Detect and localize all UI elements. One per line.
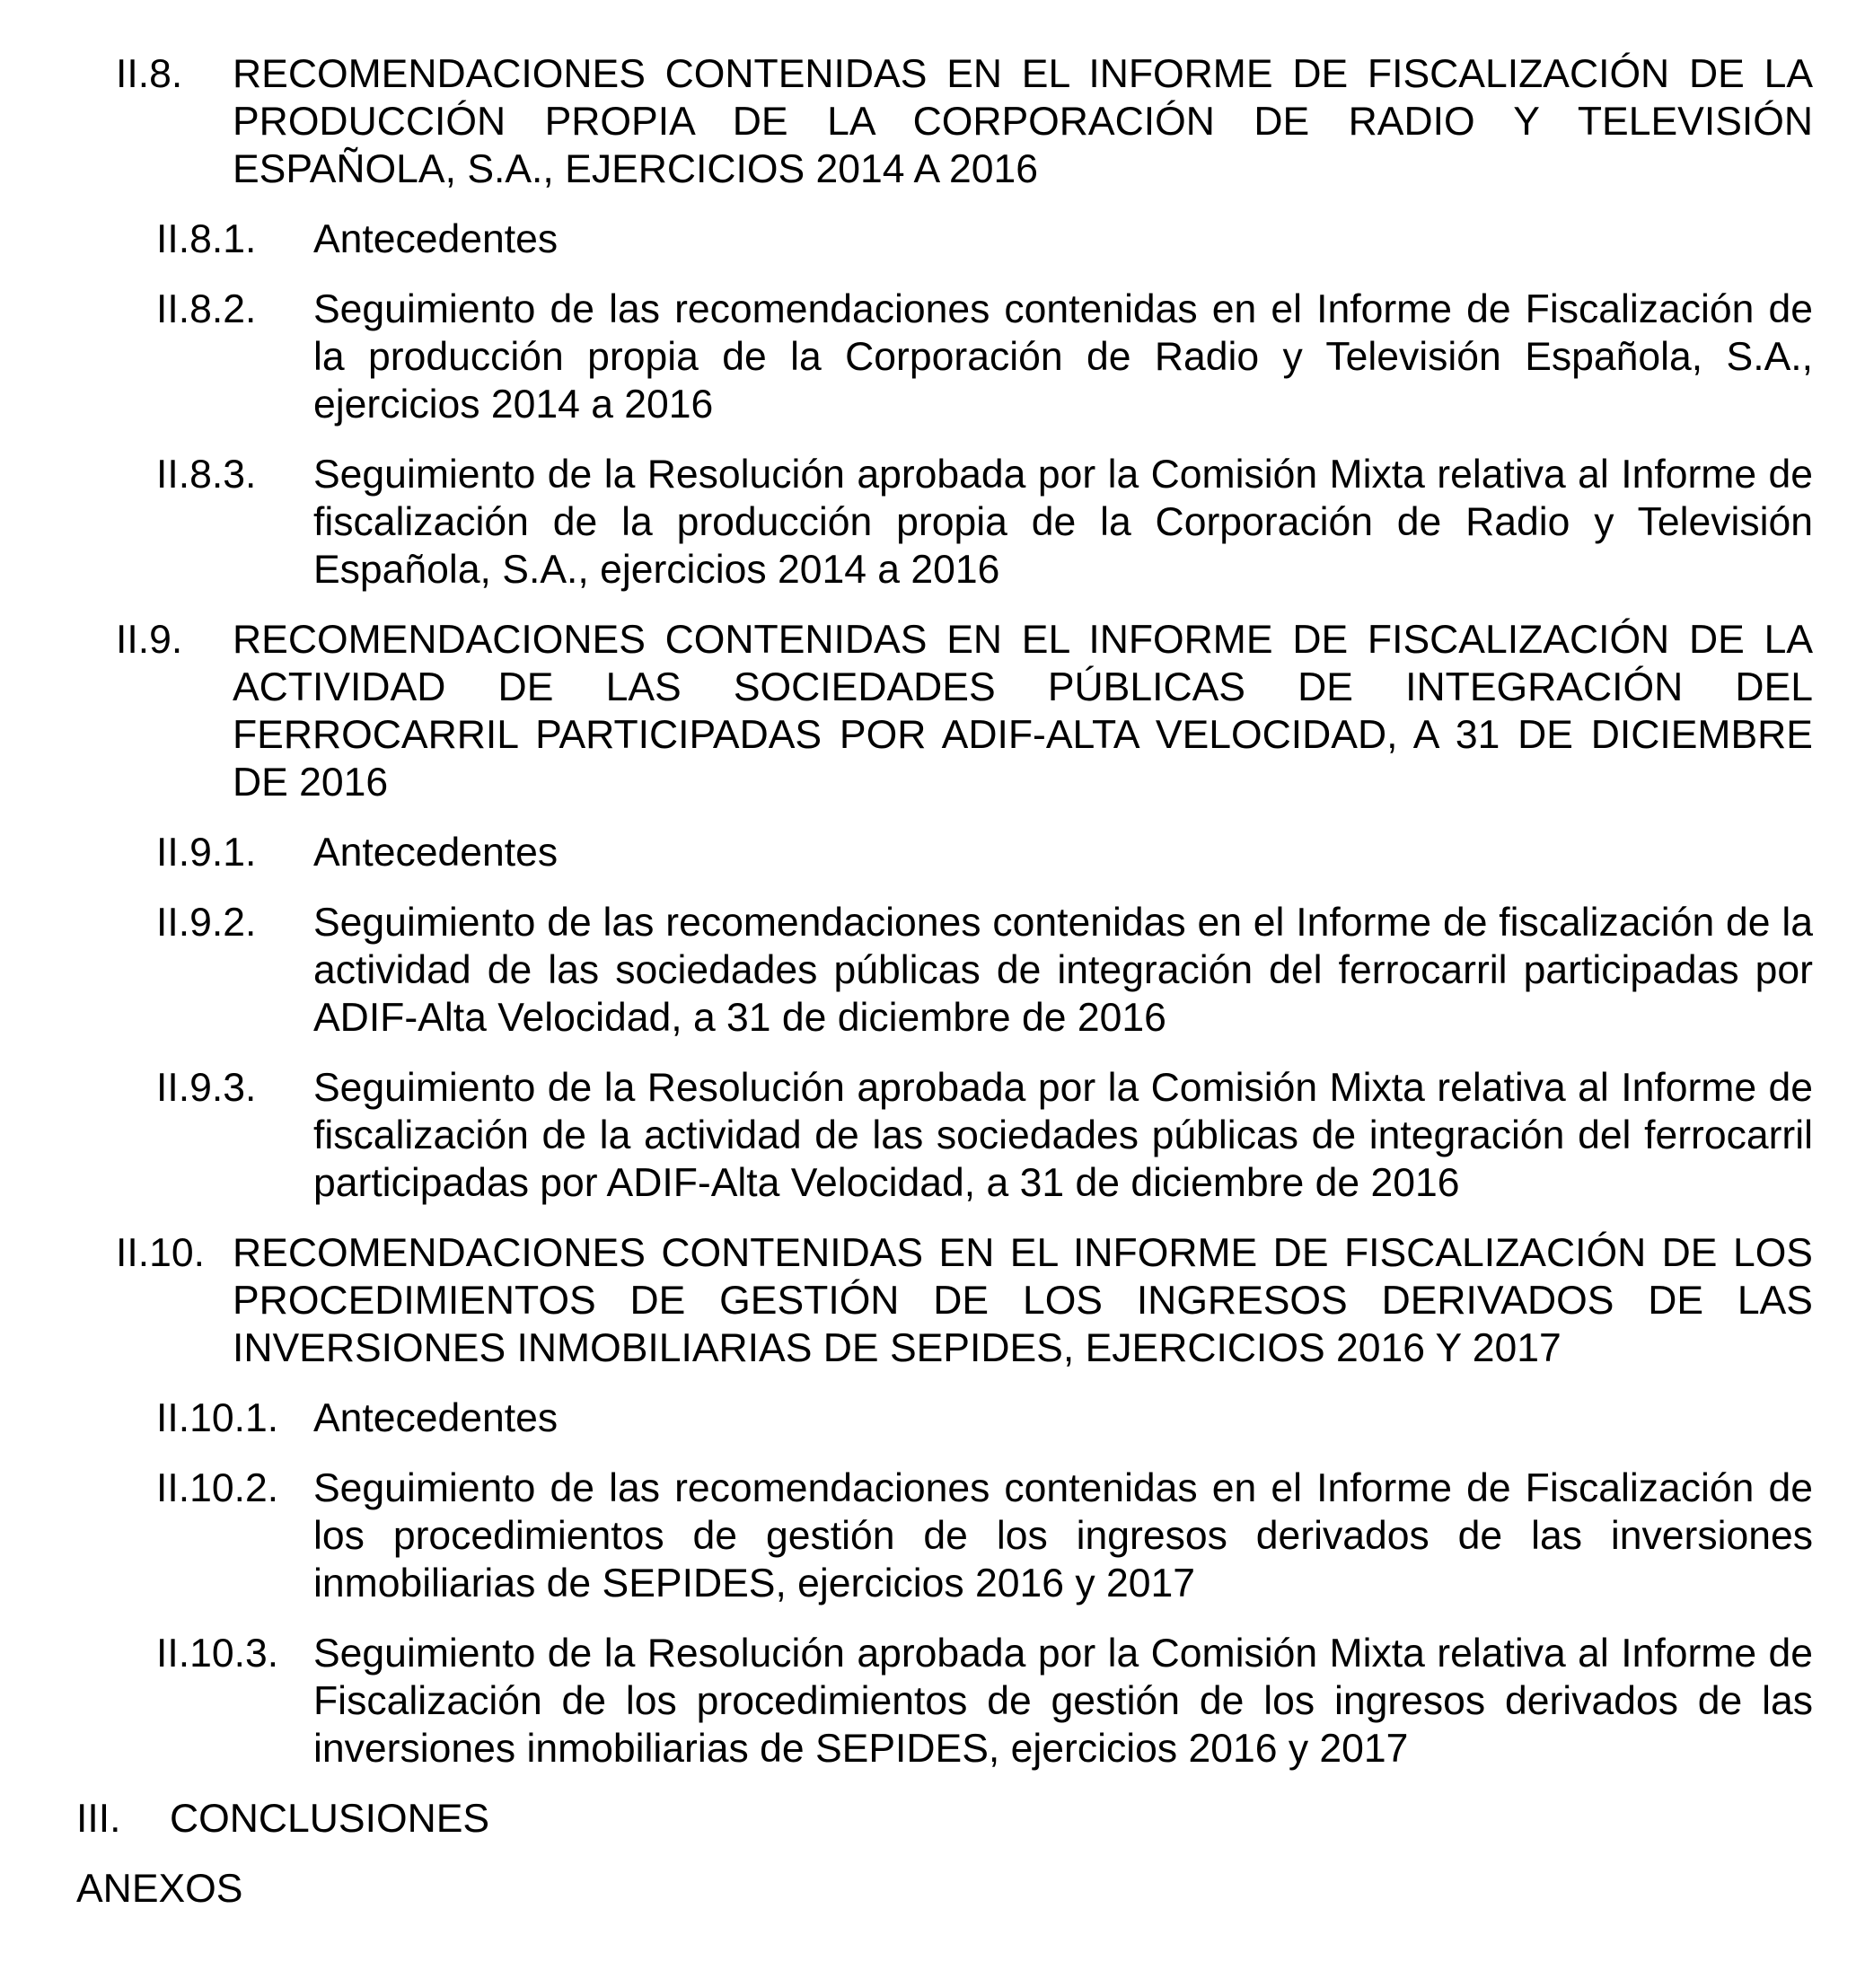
toc-entry-ii-10-3[interactable] bbox=[0, 1630, 1865, 1772]
toc-entry-number: II.8.1. bbox=[156, 217, 257, 261]
toc-entry-number: III. bbox=[76, 1797, 121, 1841]
toc-entry-number: II.9.3. bbox=[156, 1066, 257, 1110]
toc-entry-iii[interactable] bbox=[0, 1795, 1865, 1843]
toc-entry-title: RECOMENDACIONES CONTENIDAS EN EL INFORME DE FISCALIZACIÓN DE LOS PROCEDIMIENTOS DE GESTIÓN DE LOS INGRESOS DERIVADOS DE LAS INVERSIONES INMOBILIARIAS DE SEPIDES, EJERCICIOS 2016 Y 2017 bbox=[233, 1231, 1813, 1370]
toc-entry-anexos[interactable] bbox=[0, 1865, 1865, 1913]
toc-entry-ii-10[interactable] bbox=[0, 1229, 1865, 1372]
toc-entry-ii-10-1[interactable] bbox=[0, 1394, 1865, 1442]
toc-entry-number: II.9.1. bbox=[156, 831, 257, 875]
toc-entry-ii-8-2[interactable] bbox=[0, 286, 1865, 428]
toc-entry-number: II.9. bbox=[116, 618, 183, 662]
toc-entry-title: RECOMENDACIONES CONTENIDAS EN EL INFORME DE FISCALIZACIÓN DE LA PRODUCCIÓN PROPIA DE LA CORPORACIÓN DE RADIO Y TELEVISIÓN ESPAÑOLA, S.A., EJERCICIOS 2014 A 2016 bbox=[233, 52, 1813, 191]
toc-entry-ii-8[interactable] bbox=[0, 50, 1865, 193]
toc-entry-ii-10-2[interactable] bbox=[0, 1465, 1865, 1607]
toc-entry-title: Seguimiento de las recomendaciones contenidas en el Informe de fiscalización de la actividad de las sociedades públicas de integración del ferrocarril participadas por ADIF-Alta Velocidad, a 31 de diciembre de 2016 bbox=[313, 901, 1813, 1040]
toc-entry-number: II.8. bbox=[116, 52, 183, 96]
toc-entry-ii-8-1[interactable] bbox=[0, 216, 1865, 263]
toc-entry-title: Antecedentes bbox=[313, 1396, 559, 1440]
toc-entry-title: Seguimiento de las recomendaciones contenidas en el Informe de Fiscalización de la producción propia de la Corporación de Radio y Televisión Española, S.A., ejercicios 2014 a 2016 bbox=[313, 287, 1813, 427]
toc-entry-number: II.10.1. bbox=[156, 1396, 279, 1440]
toc-entry-ii-9[interactable] bbox=[0, 616, 1865, 806]
toc-entry-number: II.10. bbox=[116, 1231, 205, 1275]
toc-entry-number: II.8.2. bbox=[156, 287, 257, 331]
toc-entry-number: II.10.3. bbox=[156, 1632, 279, 1676]
table-of-contents bbox=[0, 50, 1865, 1913]
toc-entry-number: II.8.3. bbox=[156, 453, 257, 497]
toc-entry-number: II.9.2. bbox=[156, 901, 257, 945]
toc-entry-title: Seguimiento de la Resolución aprobada por la Comisión Mixta relativa al Informe de fiscalización de la producción propia de la Corporación de Radio y Televisión Española, S.A., ejercicios 2014 a 2016 bbox=[313, 453, 1813, 592]
toc-entry-title: RECOMENDACIONES CONTENIDAS EN EL INFORME DE FISCALIZACIÓN DE LA ACTIVIDAD DE LAS SOCIEDADES PÚBLICAS DE INTEGRACIÓN DEL FERROCARRIL PARTICIPADAS POR ADIF-ALTA VELOCIDAD, A 31 DE DICIEMBRE DE 2016 bbox=[233, 618, 1813, 805]
toc-entry-title: CONCLUSIONES bbox=[170, 1797, 490, 1841]
toc-entry-title: Seguimiento de las recomendaciones contenidas en el Informe de Fiscalización de los procedimientos de gestión de los ingresos derivados de las inversiones inmobiliarias de SEPIDES, ejercicios 2016 y 2017 bbox=[313, 1466, 1813, 1605]
toc-entry-title: Seguimiento de la Resolución aprobada por la Comisión Mixta relativa al Informe de fiscalización de la actividad de las sociedades públicas de integración del ferrocarril participadas por ADIF-Alta Velocidad, a 31 de diciembre de 2016 bbox=[313, 1066, 1813, 1205]
toc-entry-ii-9-1[interactable] bbox=[0, 829, 1865, 876]
toc-entry-number: II.10.2. bbox=[156, 1466, 279, 1510]
toc-entry-title: Seguimiento de la Resolución aprobada por la Comisión Mixta relativa al Informe de Fiscalización de los procedimientos de gestión de los ingresos derivados de las inversiones inmobiliarias de SEPIDES, ejercicios 2016 y 2017 bbox=[313, 1632, 1813, 1771]
toc-entry-title: Antecedentes bbox=[313, 831, 559, 875]
toc-entry-ii-9-2[interactable] bbox=[0, 899, 1865, 1042]
toc-entry-ii-9-3[interactable] bbox=[0, 1064, 1865, 1207]
toc-entry-title: ANEXOS bbox=[76, 1867, 243, 1911]
toc-entry-ii-8-3[interactable] bbox=[0, 451, 1865, 594]
toc-entry-title: Antecedentes bbox=[313, 217, 559, 261]
